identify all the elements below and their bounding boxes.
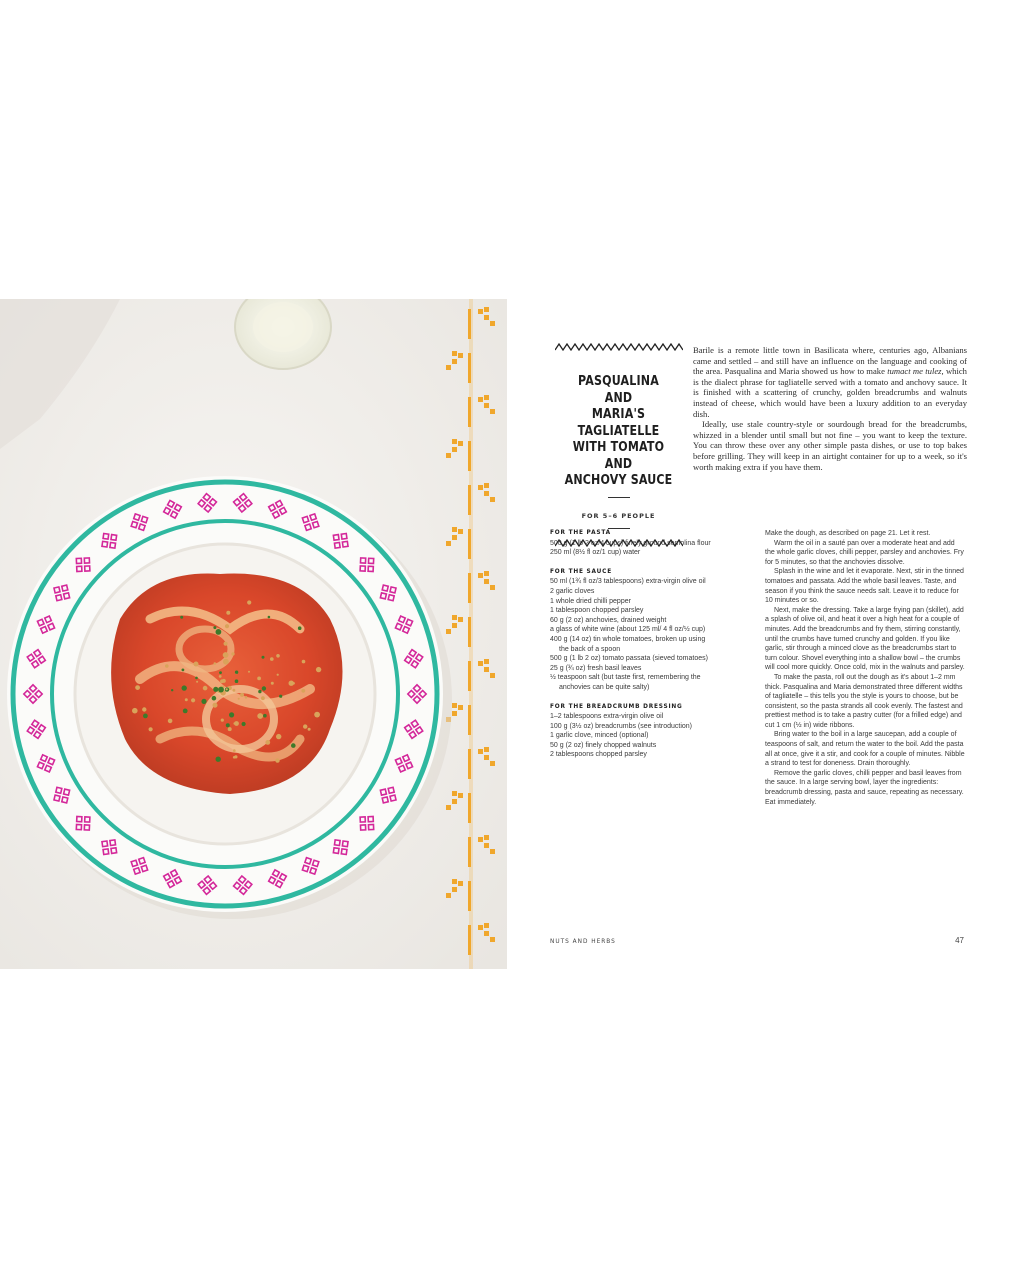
ingredients-list (550, 529, 715, 760)
method-step: Make the dough, as described on page 21. Let it rest. (765, 530, 931, 537)
ingredient-group-breadcrumb (550, 703, 715, 761)
method-step: Bring water to the boil in a large saucepan, add a couple of teaspoons of salt, and return the water to the boil. Add the pasta all at once, give it a stir, and cook for a couple of minutes. Nibble a strand to test for doneness. Drain thoroughly. (765, 731, 965, 768)
dialect-phrase: tumact me tulez (887, 366, 942, 377)
book-spread (0, 299, 1014, 969)
ingredient-item: 250 ml (8½ fl oz/1 cup) water (550, 549, 641, 557)
ingredient-item: 50 g (2 oz) finely chopped walnuts (550, 741, 657, 749)
ingredient-item: a glass of white wine (about 125 ml/ 4 fl oz/½ cup) (550, 626, 706, 634)
ingredient-item: 2 tablespoons chopped parsley (550, 751, 647, 759)
ingredient-item: 1–2 tablespoons extra-virgin olive oil (550, 713, 664, 721)
ingredient-heading: FOR THE PASTA (550, 530, 611, 536)
ingredient-item: 1 tablespoon chopped parsley (550, 607, 644, 615)
page-number: 47 (955, 936, 964, 945)
ingredient-item: 500 g (1 lb 2 oz/4 cups) finely ground semolina flour (550, 539, 711, 547)
ingredient-item: 500 g (1 lb 2 oz) tomato passata (sieved tomatoes) (550, 655, 708, 663)
dish-photograph (0, 299, 507, 969)
recipe-title-block (551, 343, 686, 547)
recipe-page (507, 299, 1014, 969)
ingredient-group-sauce (550, 568, 715, 693)
method-step: Splash in the wine and let it evaporate. Next, stir in the tinned tomatoes and passata. Add the whole basil leaves. Taste, and season if you think the sauce needs salt. Leave it to reduce for 10 minutes or so. (765, 568, 964, 605)
intro-paragraph (693, 345, 967, 419)
ingredient-heading: FOR THE BREADCRUMB DRESSING (550, 703, 683, 710)
ingredient-item: ½ teaspoon salt (but taste first, remembering the anchovies can be quite salty) (550, 674, 701, 691)
ingredient-item: 1 whole dried chilli pepper (550, 597, 631, 605)
intro-text: Ideally, use stale country-style or sourdough bread for the breadcrumbs, whizzed in a blender until small but not fine – you want to keep the texture. You can throw these over any other simple pasta dishes, or use to top bakes before grilling. They will keep in an airtight container for up to a week, so it's worth making extra if you have them. (693, 419, 967, 472)
recipe-serves: FOR 5–6 PEOPLE (581, 511, 656, 520)
pasta-plate-illustration (0, 299, 507, 969)
ingredient-group-pasta (550, 529, 715, 558)
ingredient-item: 2 garlic cloves (550, 587, 595, 595)
running-footer-section: NUTS AND HERBS (550, 939, 616, 945)
ingredient-item: 60 g (2 oz) anchovies, drained weight (550, 616, 667, 624)
method-step: Remove the garlic cloves, chilli pepper and basil leaves from the sauce. In a large serving bowl, layer the ingredients: breadcrumb dressing, pasta and sauce, repeating as necessary. Eat immediately. (765, 769, 964, 806)
recipe-title: PASQUALINA AND MARIA'S TAGLIATELLE WITH TOMATO AND ANCHOVY SAUCE (564, 373, 673, 488)
ingredient-item: 1 garlic clove, minced (optional) (550, 732, 649, 740)
title-rule (608, 497, 630, 498)
ingredient-heading: FOR THE SAUCE (550, 568, 612, 575)
method-step: To make the pasta, roll out the dough as it's about 1–2 mm thick. Pasqualina and Maria demonstrated three different widths of tagliatelle – this tells you the style is yours to choose, but be consistent, so the pasta strands all cook evenly. The fastest and prettiest method is to take a pastry cutter (for a frilled edge) and cut 1 cm (½ in) wide ribbons. (765, 673, 963, 729)
ingredient-item: 100 g (3½ oz) breadcrumbs (see introduction) (550, 722, 693, 730)
ingredient-item: 50 ml (1¾ fl oz/3 tablespoons) extra-virgin olive oil (550, 578, 706, 586)
method-step: Warm the oil in a sauté pan over a moderate heat and add the whole garlic cloves, chilli pepper, parsley and anchovies. Fry for 5 minutes, so that the anchovies dissolve. (765, 539, 964, 566)
zigzag-divider-top (555, 343, 683, 351)
method-steps (765, 529, 965, 807)
ingredient-item: 400 g (14 oz) tin whole tomatoes, broken up using the back of a spoon (550, 635, 706, 653)
intro-paragraph (693, 419, 967, 472)
ingredient-item: 25 g (¾ oz) fresh basil leaves (550, 664, 642, 672)
recipe-introduction (693, 345, 967, 472)
method-step: Next, make the dressing. Take a large frying pan (skillet), add a splash of olive oil, and heat it over a high heat for a couple of minutes. Add the breadcrumbs and fry them, stirring constantly, until the crumbs have turned crunchy and golden. If you like garlic, stir through a minced clove as the breadcrumbs start to turn colour. Shovel everything into a shallow bowl – the crumbs will cool more quickly. Once cold, mix in the walnuts and parsley. (765, 606, 965, 672)
intro-text: Barile is a remote little town in Basilicata where, centuries ago, Albanians came and settled – and still have an influence on the language and cooking of the area. Pasqualina and Maria showed us how to make tumact me tulez, which is the dialect phrase for tagliatelle served with a tomato and anchovy sauce. It is finished with a scattering of crunchy, golden breadcrumbs and walnuts instead of cheese, which would have been a luxury addition to an everyday dish. (693, 345, 967, 419)
